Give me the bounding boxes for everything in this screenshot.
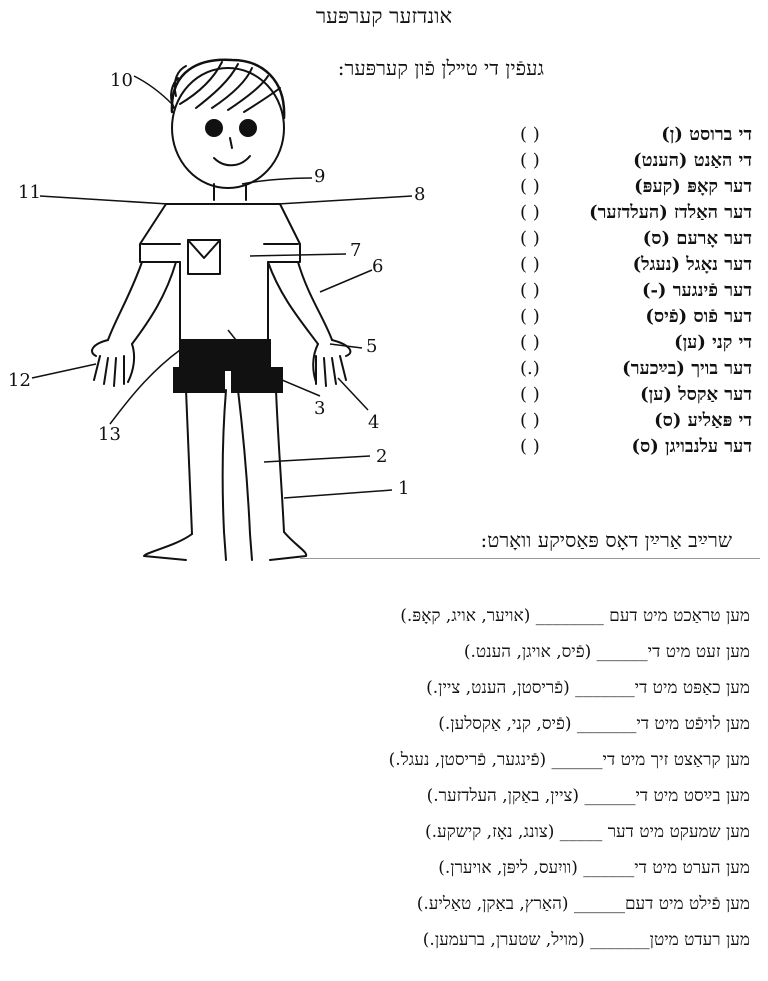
right-foot xyxy=(250,532,306,560)
left-arm xyxy=(108,262,176,344)
fill-in-sentence[interactable]: מען כאַפּט מיט די_______ (פֿריסטן, הענט, ציין.) xyxy=(426,678,750,698)
answer-blank[interactable]: ( ) xyxy=(520,202,540,223)
figure-number-3: 3 xyxy=(314,398,326,419)
body-part-row xyxy=(520,306,752,332)
page-title: אונדזער קערפּער xyxy=(315,4,453,28)
figure-number-5: 5 xyxy=(366,336,378,357)
body-part-label: די האַנט (הענט) xyxy=(633,150,752,171)
figure-number-4: 4 xyxy=(368,412,380,433)
body-part-row xyxy=(520,332,752,358)
body-part-row xyxy=(520,280,752,306)
body-part-label: דער בויך (בײַכער) xyxy=(622,358,752,379)
figure-number-6: 6 xyxy=(372,256,384,277)
answer-blank[interactable]: ( ) xyxy=(520,176,540,197)
answer-blank[interactable]: ( ) xyxy=(520,254,540,275)
body-part-row xyxy=(520,436,752,462)
body-part-label: דער אָרעם (ס) xyxy=(642,228,752,249)
body-part-label: דער האַלדז (העלדזער) xyxy=(589,202,752,223)
left-hand xyxy=(92,340,134,386)
body-part-row xyxy=(520,254,752,280)
body-part-label: דער קאָפּ (קעפּ) xyxy=(634,176,752,197)
answer-blank[interactable]: ( ) xyxy=(520,228,540,249)
answer-blank[interactable]: ( ) xyxy=(520,332,540,353)
figure-number-2: 2 xyxy=(376,446,388,467)
body-part-label: דער פֿינגער (-) xyxy=(641,280,752,301)
right-hand xyxy=(313,340,350,386)
body-part-label: דער אַקסל (ען) xyxy=(640,384,752,405)
body-part-row xyxy=(520,202,752,228)
fill-in-sentence[interactable]: מען פֿילט מיט דעם______ (האַרץ, באַקן, טאַליע.) xyxy=(416,894,750,914)
answer-blank[interactable]: ( ) xyxy=(520,280,540,301)
instruction-sentences: שרײַב אַרײַן דאָס פּאַסיקע וואָרט: xyxy=(480,528,732,552)
figure-number-7: 7 xyxy=(350,240,362,261)
head-outline xyxy=(172,68,284,188)
body-part-label: דער פֿוס (פֿיס) xyxy=(645,306,752,327)
answer-blank[interactable]: ( ) xyxy=(520,410,540,431)
body-part-label: די פּאַליע (ס) xyxy=(654,410,752,431)
answer-blank[interactable]: ( ) xyxy=(520,306,540,327)
body-part-row xyxy=(520,124,752,150)
shorts xyxy=(180,340,270,370)
body-part-label: דער נאָגל (נעגל) xyxy=(632,254,752,275)
body-part-row xyxy=(520,228,752,254)
answer-blank[interactable]: ( ) xyxy=(520,384,540,405)
body-part-row xyxy=(520,384,752,410)
left-eye xyxy=(206,120,222,136)
answer-blank[interactable]: ( ) xyxy=(520,150,540,171)
fill-in-sentence[interactable]: מען קראַצט זיך מיט די______ (פֿינגער, פֿריסטן, נעגל.) xyxy=(388,750,750,770)
figure-number-8: 8 xyxy=(414,184,426,205)
mouth xyxy=(214,156,250,165)
left-leg xyxy=(186,390,226,534)
fill-in-sentence[interactable]: מען בײַסט מיט די______ (ציין, באַקן, העלדזער.) xyxy=(426,786,750,806)
fill-in-sentence[interactable]: מען רעדט מיטן_______ (מויל, שטערן, ברעמען.) xyxy=(422,930,750,950)
figure-number-1: 1 xyxy=(398,478,410,499)
figure-number-12: 12 xyxy=(8,370,31,391)
left-foot xyxy=(144,532,226,560)
divider xyxy=(300,558,760,559)
fill-in-sentence[interactable]: מען זעט מיט די______ (פֿיס, אויגן, הענט.) xyxy=(463,642,750,662)
fill-in-sentence[interactable]: מען לויפֿט מיט די_______ (פֿיס, קני, אַקסלען.) xyxy=(438,714,750,734)
right-eye xyxy=(240,120,256,136)
figure-number-10: 10 xyxy=(110,70,133,91)
body-part-label: דער עלנבויגן (ס) xyxy=(631,436,752,457)
body-part-row xyxy=(520,410,752,436)
body-part-row xyxy=(520,176,752,202)
fill-in-sentence[interactable]: מען שמעקט מיט דער _____ (צונג, נאָז, קישקע.) xyxy=(424,822,750,842)
figure-number-13: 13 xyxy=(98,424,121,445)
answer-blank[interactable]: ( ) xyxy=(520,124,540,145)
fill-in-sentence[interactable]: מען הערט מיט די______ (וויִעס, ליפּן, אויערן.) xyxy=(438,858,750,878)
fill-in-sentence[interactable]: מען טראַכט מיט דעם ________ (אויער, אויג, קאָפּ.) xyxy=(400,606,750,626)
figure-number-9: 9 xyxy=(314,166,326,187)
answer-blank[interactable]: (.) xyxy=(520,358,540,379)
figure-number-11: 11 xyxy=(18,182,41,203)
answer-blank[interactable]: ( ) xyxy=(520,436,540,457)
instruction-parts: געפֿין די טײלן פֿון קערפּער: xyxy=(337,56,544,80)
body-part-row xyxy=(520,150,752,176)
body-part-label: די ברוסט (ן) xyxy=(661,124,752,145)
right-arm xyxy=(268,262,332,344)
body-part-row xyxy=(520,358,752,384)
body-part-label: די קני (ען) xyxy=(674,332,752,353)
